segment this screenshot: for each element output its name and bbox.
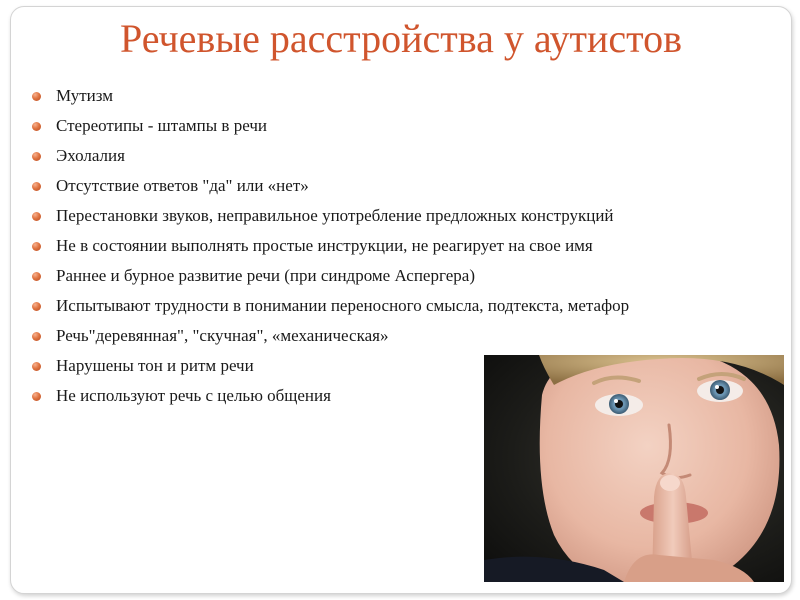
list-item xyxy=(31,81,771,111)
list-item xyxy=(31,171,771,201)
list-item-text: Перестановки звуков, неправильное употребление предложных конструкций xyxy=(56,206,614,225)
list-item-text: Нарушены тон и ритм речи xyxy=(56,356,254,375)
bullet-icon xyxy=(32,332,41,341)
list-item-text: Эхолалия xyxy=(56,146,125,165)
list-item xyxy=(31,321,771,351)
bullet-icon xyxy=(32,152,41,161)
list-item-text: Отсутствие ответов "да" или «нет» xyxy=(56,176,309,195)
list-item xyxy=(31,231,771,261)
bullet-icon xyxy=(32,362,41,371)
list-item xyxy=(31,141,771,171)
slide-title: Речевые расстройства у аутистов xyxy=(119,16,683,61)
bullet-icon xyxy=(32,92,41,101)
fingernail-shape xyxy=(660,475,680,491)
list-item-text: Не используют речь с целью общения xyxy=(56,386,331,405)
list-item-text: Стереотипы - штампы в речи xyxy=(56,116,267,135)
bullet-icon xyxy=(32,392,41,401)
list-item-text: Испытывают трудности в понимании переносного смысла, подтекста, метафор xyxy=(56,296,630,315)
list-item xyxy=(31,291,771,321)
bullet-icon xyxy=(32,242,41,251)
list-item xyxy=(31,111,771,141)
list-item-text: Не в состоянии выполнять простые инструкции, не реагирует на свое имя xyxy=(56,236,593,255)
list-item-text: Речь"деревянная", "скучная", «механическая» xyxy=(56,326,389,345)
photo-illustration xyxy=(484,355,784,582)
child-finger-on-lips-photo xyxy=(484,355,784,582)
bullet-icon xyxy=(32,122,41,131)
bullet-icon xyxy=(32,302,41,311)
list-item-text: Раннее и бурное развитие речи (при синдроме Аспергера) xyxy=(56,266,475,285)
list-item xyxy=(31,201,771,231)
bullet-icon xyxy=(32,212,41,221)
left-eye-glint xyxy=(614,399,618,403)
bullet-icon xyxy=(32,182,41,191)
list-item xyxy=(31,261,771,291)
slide xyxy=(10,6,792,594)
bullet-icon xyxy=(32,272,41,281)
list-item-text: Мутизм xyxy=(56,86,113,105)
right-eye-glint xyxy=(715,385,719,389)
